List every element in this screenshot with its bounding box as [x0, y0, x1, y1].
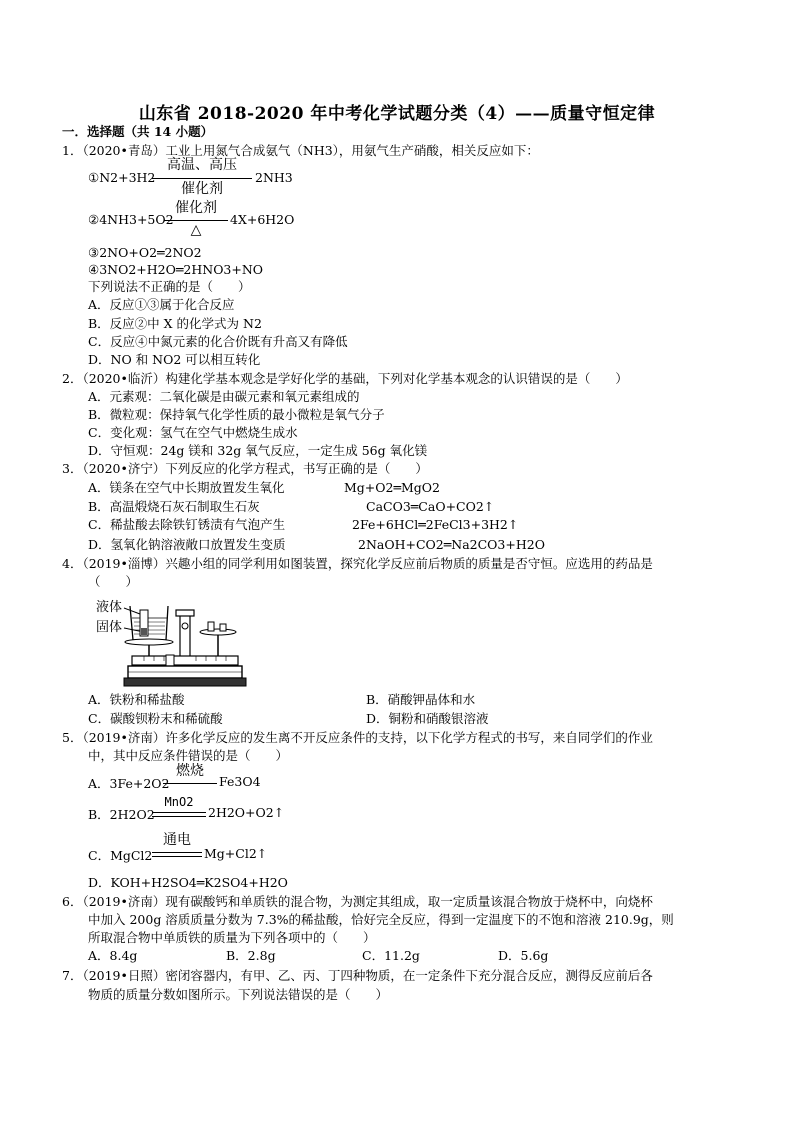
q1-stem: 1．（2020•青岛）工业上用氮气合成氨气（NH3），用氨气生产硝酸，相关反应如下： — [62, 143, 539, 158]
q6-stem-line3: 所取混合物中单质铁的质量为下列各项中的（ ） — [88, 930, 376, 945]
q5-option-b-arrow — [152, 812, 206, 817]
q5-option-c-right: Mg+Cl2↑ — [204, 846, 268, 861]
q1-r2-left: ②4NH3+5O2 — [88, 212, 174, 227]
q1-r1-left: ①N2+3H2 — [88, 170, 156, 185]
q3-option-a-equation: Mg+O2═MgO2 — [344, 480, 441, 495]
q1-option-a: A．反应①③属于化合反应 — [88, 297, 235, 312]
q6-option-a: A．8.4g — [88, 948, 138, 963]
q6-option-c: C．11.2g — [362, 948, 420, 963]
q5-option-b-condition: MnO2 — [164, 795, 194, 809]
q1-r1-arrow — [152, 178, 252, 179]
q5-option-a-arrow — [163, 783, 217, 784]
q4-stem-line2: （ ） — [88, 574, 139, 589]
q2-stem: 2．（2020•临沂）构建化学基本观念是学好化学的基础，下列对化学基本观念的认识错误的是（ ） — [62, 371, 628, 386]
q2-option-b: B．微粒观：保持氧气化学性质的最小微粒是氧气分子 — [88, 407, 385, 422]
q3-option-c-equation: 2Fe+6HCl═2FeCl3+3H2↑ — [352, 517, 519, 532]
q1-option-d: D．NO 和 NO2 可以相互转化 — [88, 352, 261, 367]
q1-r1-bottom: 催化剂 — [181, 181, 223, 197]
q6-option-b: B．2.8g — [226, 948, 276, 963]
q1-r2-bottom: △ — [190, 222, 202, 238]
label-liquid: 液体 — [95, 600, 122, 615]
q5-option-c-condition: 通电 — [163, 832, 191, 848]
q3-stem: 3．（2020•济宁）下列反应的化学方程式，书写正确的是（ ） — [62, 461, 428, 476]
q5-option-c-left: C．MgCl2 — [88, 848, 153, 863]
q1-r4: ④3NO2+H2O═2HNO3+NO — [88, 262, 264, 277]
q1-r1-top: 高温、高压 — [167, 157, 237, 173]
q3-option-c: C．稀盐酸去除铁钉锈渍有气泡产生 — [88, 517, 286, 532]
q3-option-b: B．高温煅烧石灰石制取生石灰 — [88, 499, 260, 514]
q2-option-a: A．元素观：二氧化碳是由碳元素和氧元素组成的 — [88, 389, 360, 404]
q1-option-b: B．反应②中 X 的化学式为 N2 — [88, 316, 262, 331]
page-title: 山东省 2018-2020 年中考化学试题分类（4）——质量守恒定律 — [138, 104, 656, 124]
section-heading: 一．选择题（共 14 小题） — [62, 124, 214, 139]
q7-stem-line1: 7．（2019•日照）密闭容器内，有甲、乙、丙、丁四种物质，在一定条件下充分混合反应，测得反应前后各 — [62, 968, 653, 983]
balance-apparatus-figure — [88, 596, 248, 696]
q5-option-a-left: A．3Fe+2O2 — [88, 776, 170, 791]
q4-option-b: B．硝酸钾晶体和水 — [366, 692, 476, 707]
q4-option-c: C．碳酸钡粉末和稀硫酸 — [88, 711, 223, 726]
q1-ask: 下列说法不正确的是（ ） — [88, 279, 251, 294]
q5-option-a-condition: 燃烧 — [176, 763, 204, 779]
q4-option-d: D．铜粉和硝酸银溶液 — [366, 711, 489, 726]
label-solid: 固体 — [95, 620, 122, 635]
q5-option-d: D．KOH+H2SO4═K2SO4+H2O — [88, 875, 288, 890]
q5-stem-line1: 5．（2019•济南）许多化学反应的发生离不开反应条件的支持，以下化学方程式的书写，来自同学们的作业 — [62, 730, 653, 745]
q3-option-a: A．镁条在空气中长期放置发生氧化 — [88, 480, 285, 495]
q3-option-d: D．氢氧化钠溶液敞口放置发生变质 — [88, 537, 286, 552]
q5-option-b-left: B．2H2O2 — [88, 807, 155, 822]
q2-option-d: D．守恒观：24g 镁和 32g 氧气反应，一定生成 56g 氧化镁 — [88, 443, 428, 458]
q6-stem-line2: 中加入 200g 溶质质量分数为 7.3%的稀盐酸，恰好完全反应，得到一定温度下的不饱和溶液 210.9g，则 — [88, 912, 674, 927]
q3-option-d-equation: 2NaOH+CO2═Na2CO3+H2O — [358, 537, 545, 552]
q7-stem-line2: 物质的质量分数如图所示。下列说法错误的是（ ） — [88, 987, 389, 1002]
q1-r3: ③2NO+O2═2NO2 — [88, 245, 202, 260]
q1-r2-top: 催化剂 — [175, 200, 217, 216]
balance-scale-drawing — [88, 596, 248, 696]
q4-stem-line1: 4．（2019•淄博）兴趣小组的同学利用如图装置，探究化学反应前后物质的质量是否守恒。应选用的药品是 — [62, 556, 653, 571]
q2-option-c: C．变化观：氢气在空气中燃烧生成水 — [88, 425, 298, 440]
q1-option-c: C．反应④中氮元素的化合价既有升高又有降低 — [88, 334, 348, 349]
q3-option-b-equation: CaCO3═CaO+CO2↑ — [366, 499, 495, 514]
q1-r2-right: 4X+6H2O — [230, 212, 295, 227]
q4-option-a: A．铁粉和稀盐酸 — [88, 692, 185, 707]
q5-option-b-right: 2H2O+O2↑ — [208, 805, 285, 820]
q5-stem-line2: 中，其中反应条件错误的是（ ） — [88, 748, 289, 763]
q1-r2-arrow — [164, 220, 228, 221]
q6-option-d: D．5.6g — [498, 948, 549, 963]
q5-option-a-right: Fe3O4 — [219, 774, 261, 789]
q1-r1-right: 2NH3 — [255, 170, 293, 185]
q6-stem-line1: 6．（2019•济南）现有碳酸钙和单质铁的混合物，为测定其组成，取一定质量该混合物放于烧杯中，向烧杯 — [62, 894, 653, 909]
q5-option-c-arrow — [152, 852, 202, 857]
